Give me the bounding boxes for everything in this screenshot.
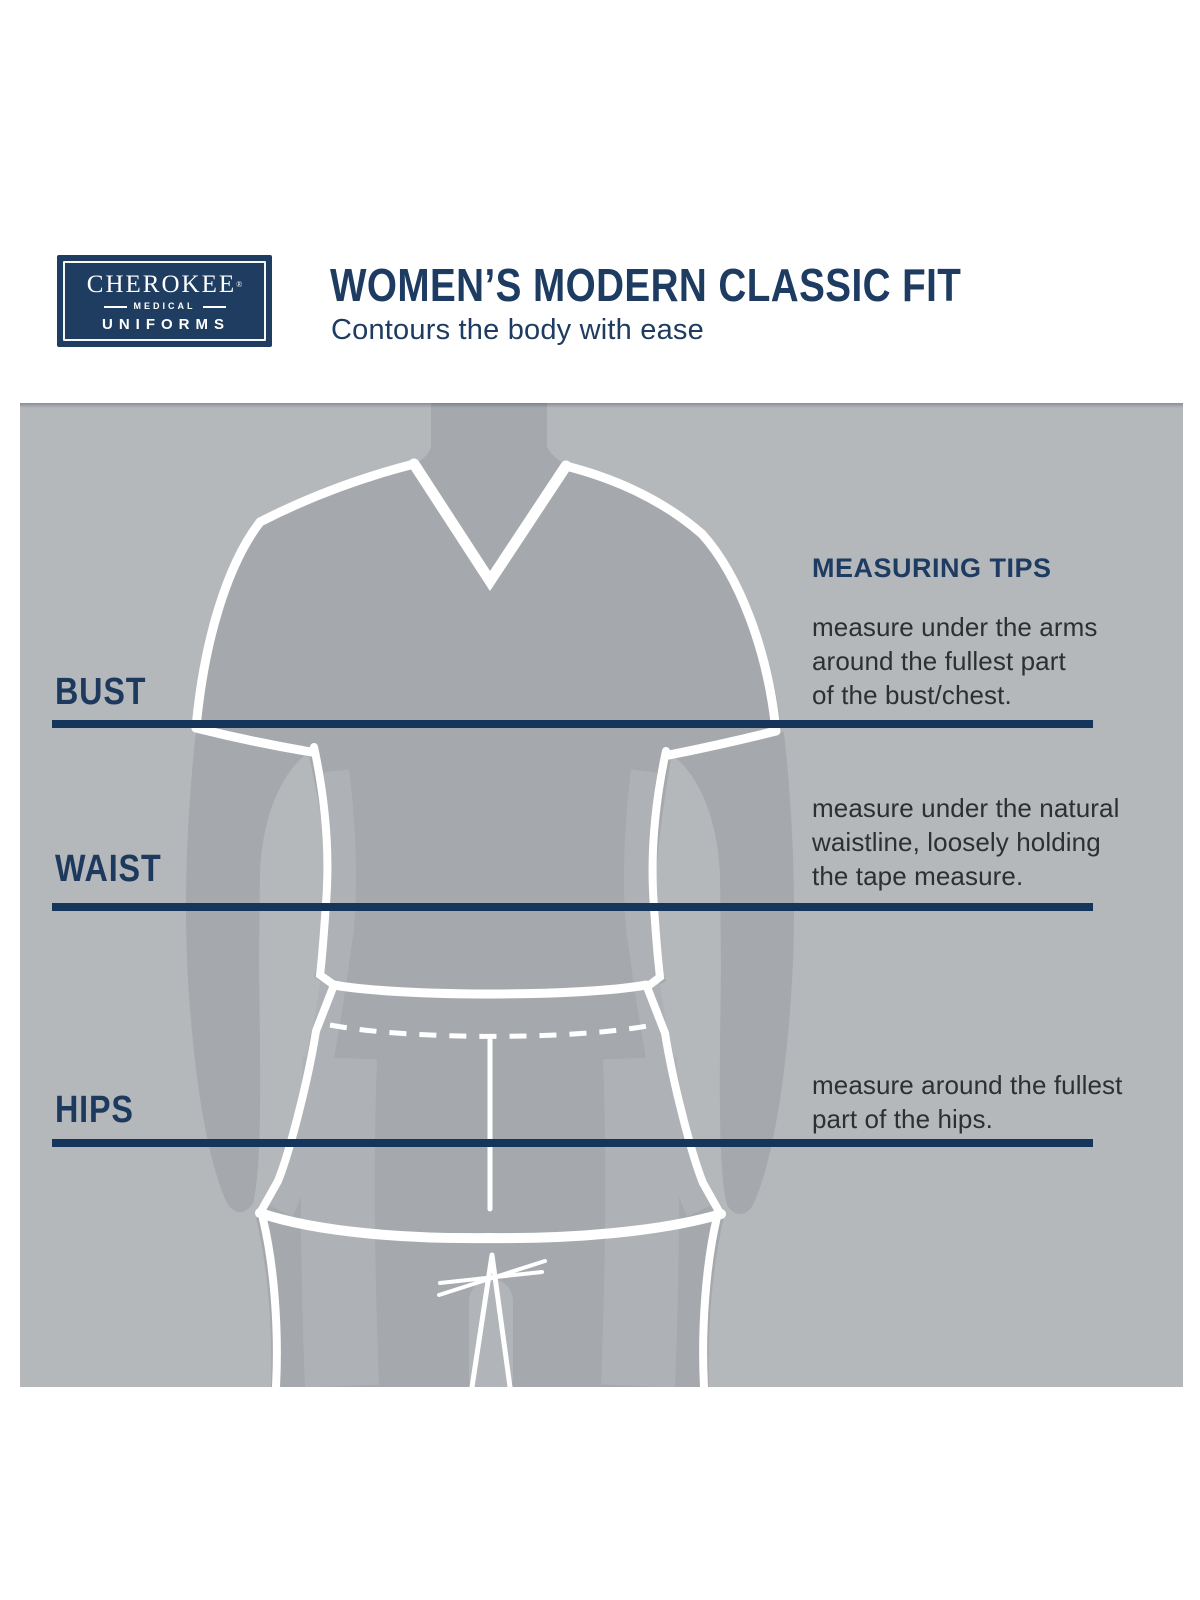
bust-guide-line (52, 720, 1093, 728)
left-leg-highlight (338, 1058, 342, 1386)
hips-label (55, 1091, 148, 1129)
brand-name (87, 272, 242, 297)
panel-top-shadow (20, 403, 1183, 408)
bust-tip-line-1: measure under the arms (812, 612, 1098, 642)
page-subtitle: Contours the body with ease (331, 314, 704, 346)
waist-tip-line-1: measure under the natural (812, 793, 1120, 823)
hips-tip (812, 1068, 1142, 1136)
waist-tip-line-2: waistline, loosely holding (812, 827, 1101, 857)
size-guide-panel (20, 403, 1183, 1387)
brand-logo-frame (63, 261, 266, 341)
waist-guide-line (52, 903, 1093, 911)
waist-label (55, 850, 180, 888)
hips-guide-line (52, 1139, 1093, 1147)
waist-tip (812, 791, 1142, 893)
bust-label (55, 673, 162, 711)
dash-rule-right (203, 306, 226, 308)
brand-division: MEDICAL (133, 301, 196, 311)
waist-label-text: WAIST (55, 848, 162, 890)
bust-tip-line-3: of the bust/chest. (812, 680, 1012, 710)
bust-tip-line-2: around the fullest part (812, 646, 1066, 676)
scrubs-figure-illustration (20, 403, 1183, 1387)
registered-mark: ® (236, 280, 243, 289)
brand-division-row (104, 302, 226, 311)
bust-label-text: BUST (55, 671, 147, 713)
measuring-tips-heading: MEASURING TIPS (812, 553, 1052, 583)
hips-tip-line-1: measure around the fullest (812, 1070, 1123, 1100)
bust-tip (812, 610, 1142, 712)
brand-logo (57, 255, 272, 347)
right-leg-highlight (638, 1058, 642, 1386)
page-title-text: WOMEN’S MODERN CLASSIC FIT (330, 259, 962, 311)
brand-name-text: CHEROKEE (86, 271, 237, 298)
waist-tip-line-3: the tape measure. (812, 861, 1024, 891)
hips-label-text: HIPS (55, 1089, 134, 1131)
brand-product-line: UNIFORMS (102, 316, 230, 333)
dash-rule-left (104, 306, 127, 308)
page-title (330, 259, 1082, 311)
hips-tip-line-2: part of the hips. (812, 1104, 993, 1134)
